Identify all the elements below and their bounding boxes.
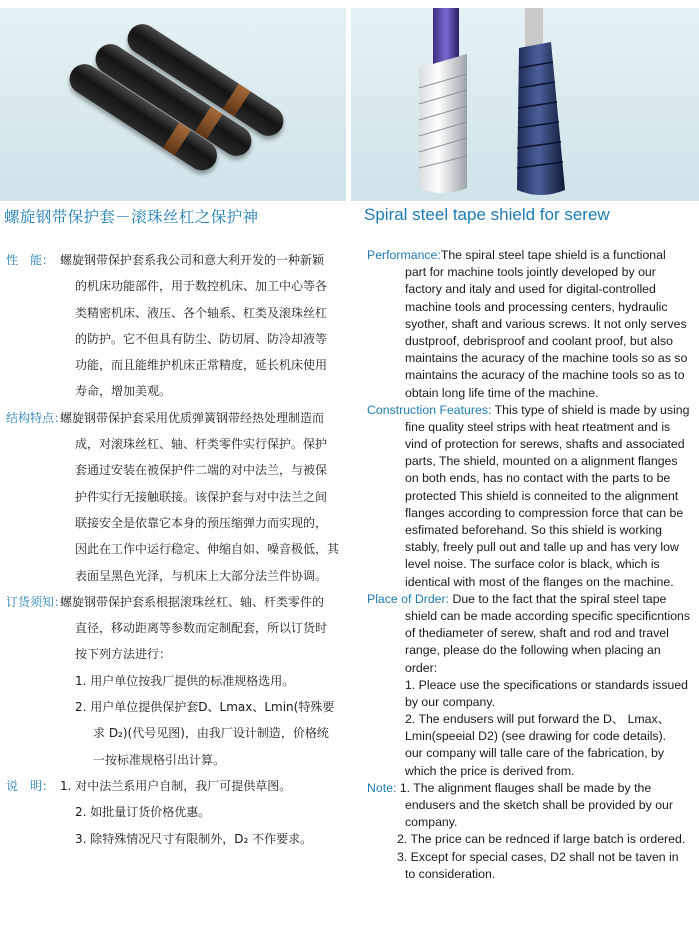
steel-spiral-shields-photo: [351, 8, 699, 201]
cn-performance-label: 性 能：: [6, 253, 55, 267]
en-order-label: Place of Drder:: [367, 591, 450, 606]
cn-performance-line: 的机床功能部件，用于数控机床、加工中心等各: [75, 279, 328, 294]
cn-structure-line: 套通过安装在被保护件二端的对中法兰，与被保: [75, 463, 328, 478]
en-construction-line: vind of protection for serews, shafts and associated: [405, 437, 685, 452]
cn-order-item: 求 D₂)(代号见图)，由我厂设计制造，价格统: [93, 726, 329, 741]
en-note-line: 2. The price can be rednced if large batch is ordered.: [397, 832, 686, 847]
black-spiral-shields-photo: [0, 8, 346, 201]
cn-order-item: 一按标准规格引出计算。: [93, 752, 226, 767]
cn-order-item: 2. 用户单位提供保护套D、Lmax、Lmin(特殊要: [75, 700, 335, 715]
cn-performance-line: 寿命，增加美观。: [75, 384, 172, 399]
title-cn: 螺旋钢带保护套－滚珠丝杠之保护神: [4, 208, 259, 226]
en-performance-line: obtain long life time of the machine.: [405, 385, 599, 400]
cn-structure-label: 结构特点：: [6, 410, 67, 425]
en-order-line: 1. Pleace use the specifications or standards issued: [405, 677, 688, 692]
cn-structure-line: 护件实行无接触联接。该保护套与对中法兰之间: [75, 489, 328, 504]
cn-structure-line: 联接安全是依靠它本身的预压缩弹力而实现的，: [75, 515, 328, 530]
en-performance-line: syother, shaft and various screws. It not only serves: [405, 316, 687, 331]
en-column: [367, 247, 691, 883]
en-construction-line: parts, The shield, mounted on a alignment flanges: [405, 454, 678, 469]
cn-order-item: 1. 用户单位按我厂提供的标准规格选用。: [75, 673, 295, 688]
cn-note-label: 说 明：: [6, 778, 55, 793]
cn-note-line: 1. 对中法兰系用户自制，我厂可提供草图。: [60, 778, 292, 793]
cn-performance-line: 类精密机床、液压、各个轴系、杠类及滚珠丝杠: [75, 305, 328, 320]
en-order-line: shield can be made according specific specificntions: [405, 608, 691, 623]
en-construction-line: esfimated beforehand. So this shield is working: [405, 523, 663, 537]
en-construction-line: identical with most of the flanges on the machine.: [405, 574, 674, 589]
en-construction-line: flanges according to compression force that can be: [405, 505, 684, 520]
cn-performance-line: 的防护。它不但具有防尘、防切屑、防冷却液等: [75, 331, 328, 346]
en-performance-label: Performance:: [367, 248, 441, 262]
en-construction-line: protected This shield is conneited to the alignment: [405, 488, 679, 503]
cn-note-line: 3. 除特殊情况尺寸有限制外，D₂ 不作要求。: [75, 831, 313, 846]
en-construction-line: This type of shield is made by using: [494, 402, 690, 417]
en-performance-line: maintains the acuracy of the machine tools so as to: [405, 368, 685, 383]
en-note-label: Note:: [367, 780, 397, 795]
en-construction-line: fine quality steel strips with heat rteatment and is: [405, 419, 671, 434]
en-order-line: 2. The endusers will put forward the D、 Lmax、: [405, 712, 670, 727]
en-performance-line: factory and italy and used for digital-controlled: [405, 282, 656, 297]
cn-performance-line: 螺旋钢带保护套系我公司和意大利开发的一种新颖: [60, 253, 325, 267]
en-construction-label: Construction Features:: [367, 402, 492, 417]
en-note-line: 3. Except for special cases, D2 shall not be taven in: [397, 849, 679, 864]
en-order-line: range, please do the following when placing an: [405, 643, 661, 658]
en-note-line: endusers and the sketch shall be provided by our: [405, 798, 673, 812]
en-performance-line: maintains the acuracy of the machine tools so as so: [405, 351, 688, 366]
cn-order-label: 订货须知：: [6, 594, 67, 609]
cn-order-line: 按下列方法进行：: [75, 647, 172, 662]
cn-structure-line: 螺旋钢带保护套采用优质弹簧钢带经热处理制造而: [60, 410, 325, 425]
title-en: Spiral steel tape shield for serew: [364, 205, 610, 224]
en-construction-line: on both ends, has no contact with the parts to be: [405, 471, 671, 486]
cn-structure-line: 表面呈黑色光泽，与机床上大部分法兰件协调。: [75, 568, 328, 583]
en-order-line: which the price is derived from.: [405, 763, 575, 778]
en-order-line: Due to the fact that the spiral steel tape: [452, 591, 667, 606]
product-banner: [0, 8, 699, 201]
en-performance-line: The spiral steel tape shield is a functional: [440, 248, 666, 262]
en-order-line: order:: [405, 660, 438, 675]
cn-order-line: 螺旋钢带保护套系根据滚珠丝杠、轴、杆类零件的: [60, 594, 325, 609]
en-performance-line: dustproof, debrisproof and coolant proof, but also: [405, 333, 673, 348]
en-note-line: to consideration.: [405, 866, 496, 881]
cn-order-line: 直径，移动距离等参数而定制配套，所以订货时: [75, 621, 328, 636]
cn-column: [0, 247, 350, 852]
en-construction-line: level noise. The surface color is black, which is: [405, 557, 660, 572]
en-construction-line: stably, freely pull out and talle up and has very low: [405, 540, 679, 555]
cn-structure-line: 因此在工作中运行稳定、伸缩自如、噪音极低，其: [75, 542, 340, 557]
cn-performance-line: 功能，而且能维护机床正常精度，延长机床使用: [75, 358, 328, 373]
en-performance-line: machine tools and processing centers, hydraulic: [405, 299, 668, 314]
en-performance-line: part for machine tools jointly developed by our: [405, 265, 656, 280]
cn-note-line: 2. 如批量订货价格优惠。: [75, 805, 211, 820]
en-order-line: our company will talle care of the fabrication, by: [405, 746, 665, 761]
en-order-line: Lmin(speeial D2) (see drawing for code details).: [405, 729, 667, 744]
en-order-line: by our company.: [405, 694, 495, 709]
en-note-line: 1. The alignment flauges shall be made by the: [399, 780, 652, 795]
cn-structure-line: 成，对滚珠丝杠、轴、杆类零件实行保护。保护: [75, 437, 328, 452]
en-order-line: of thediameter of serew, shaft and rod and travel: [405, 626, 669, 641]
en-note-line: company.: [405, 815, 458, 830]
